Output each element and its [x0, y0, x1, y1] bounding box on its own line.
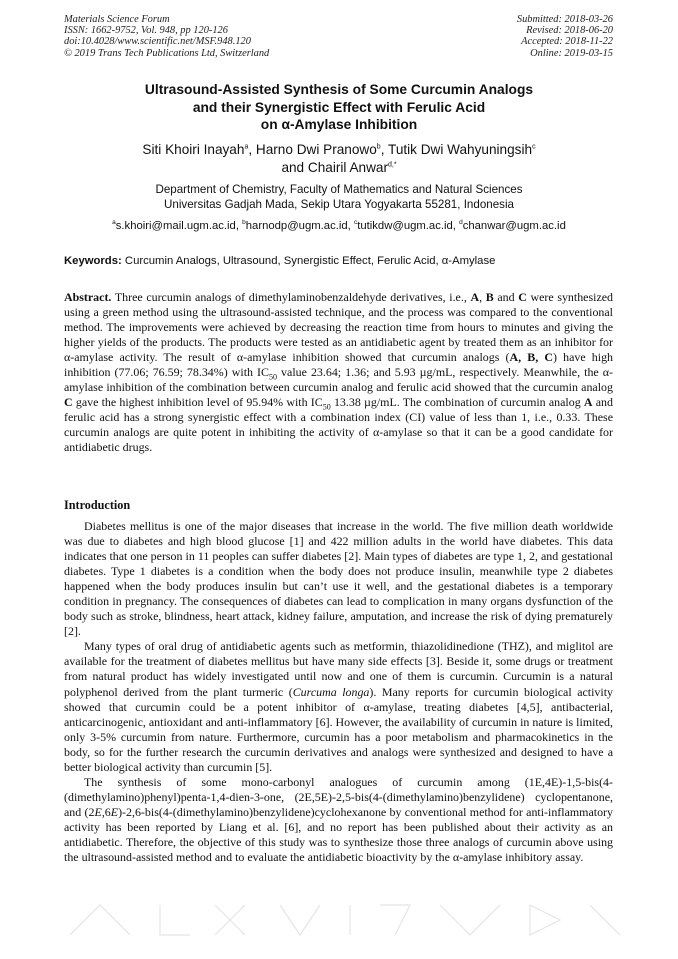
affiliation-line-2: Universitas Gadjah Mada, Sekip Utara Yogyakarta 55281, Indonesia: [164, 198, 514, 211]
accepted-date: Accepted: 2018-11-22: [521, 36, 613, 48]
abstract-text: and ferulic acid has a strong synergistic effect with a combination index (CI) value of less than 1, i.e., 0.33. These curcumin analogs are quite potent in inhibiting the activity of α-amylase so that it can be a good candidate for antidiabetic drugs.: [64, 395, 613, 455]
compound-label: A: [470, 290, 480, 304]
paragraph-text: The synthesis of some mono-carbonyl analogues of curcumin among (1E,4E)-1,5-bis(4-(dimethylamino)phenyl)penta-1,4-dien-3-one, (2E,5E)-2,5-bis(4-(dimethylamino)benzylidene) cyclopentanone, and (2: [64, 774, 613, 819]
stereo-descriptor: E: [94, 804, 102, 819]
affiliation-line-1: Department of Chemistry, Faculty of Mathematics and Natural Sciences: [155, 183, 523, 196]
abstract-text: ,: [479, 290, 483, 304]
submitted-date: Submitted: 2018-03-26: [516, 14, 613, 25]
email-link[interactable]: s.khoiri@mail.ugm.ac.id,: [115, 220, 239, 232]
author-affil-mark: c: [532, 143, 536, 151]
keywords-text: Curcumin Analogs, Ultrasound, Synergistic Effect, Ferulic Acid, α-Amylase: [124, 255, 496, 267]
introduction-body: [64, 519, 613, 865]
abstract-label: Abstract.: [64, 290, 112, 304]
abstract: [64, 290, 613, 456]
abstract-text: value 23.64; 1.36; and 5.93 µg/mL, respectively. Meanwhile, the α-amylase inhibition of the combination between curcumin analog and ferulic acid showed that the curcumin analog: [64, 365, 614, 395]
issn-line: ISSN: 1662-9752, Vol. 948, pp 120-126: [64, 25, 228, 37]
author-name: Tutik Dwi Wahyuningsih: [388, 142, 533, 157]
author-affil-mark: b: [376, 143, 381, 151]
author-emails: [60, 219, 618, 233]
author-list: Siti Khoiri Inayah$^a$, Harno Dwi Pranowo$^b$, Tutik Dwi Wahyuningsih$^c$ and Chairil Anwar$^{d,*}$: [142, 142, 536, 175]
email-mark: d: [459, 219, 463, 227]
paragraph-text: ,6: [101, 804, 111, 819]
paragraph: Diabetes mellitus is one of the major diseases that increase in the world. The five million death worldwide was due to diabetes and high blood glucose [1] and 422 million adults in the world have diabetes. This data indicates that one person in 11 peoples can suffer diabetes [2]. Main types of diabetes are type 1, 2, and gestational diabetes. Type 1 diabetes is a condition when the body does not produce insulin, meanwhile type 2 diabetes happened when the body produces insulin but can’t use it well, and the gestational diabetes is a temporary condition in pregnancy. The consequences of diabetes can lead to complication in many organs dysfunction of the body such as stroke, blindness, heart attack, kidney failure, amputation, and increase the risk of dying prematurely [2].: [64, 519, 613, 639]
compound-label: B: [485, 290, 494, 304]
compound-label: C: [518, 290, 527, 304]
paragraph: [64, 775, 613, 865]
author-name: Harno Dwi Pranowo: [255, 142, 377, 157]
abstract-text: gave the highest inhibition level of 95.94% with IC: [75, 395, 323, 410]
journal-name: Materials Science Forum: [64, 14, 170, 25]
author-name: Siti Khoiri Inayah: [142, 142, 245, 157]
abstract-text: Three curcumin analogs of dimethylaminobenzaldehyde derivatives, i.e.,: [114, 290, 467, 304]
author-affil-mark: a: [244, 143, 249, 151]
paper-title: [60, 81, 618, 134]
revised-date: Revised: 2018-06-20: [526, 25, 613, 37]
affiliation: [60, 182, 618, 212]
title-line-3: on α-Amylase Inhibition: [260, 117, 418, 132]
title-line-1: Ultrasound-Assisted Synthesis of Some Curcumin Analogs: [144, 82, 534, 97]
keywords-label: Keywords:: [64, 255, 122, 267]
paragraph-text: Many types of oral drug of antidiabetic agents such as metformin, thiazolidinedione (THZ), and miglitol are available for the treatment of diabetes mellitus but have many side effects [3]. Beside it, some drugs or treatment from natural product has widely investigated until now and one of them is curcumin. Curcumin is a natural polyphenol derived from the plant turmeric (: [64, 639, 613, 699]
compound-label: A: [583, 395, 593, 410]
species-name: Curcuma longa: [292, 684, 370, 699]
journal-info: [64, 14, 269, 59]
email-mark: b: [242, 219, 246, 227]
subscript: 50: [322, 402, 331, 412]
paragraph: [64, 639, 613, 774]
paragraph-text: )-2,6-bis(4-(dimethylamino)benzylidene)cyclohexanone by conventional method for anti-inflammatory activity has been reported by Liang et al. [6], and no report has been published about their activity as an antidiabetic. Therefore, the objective of this study was to synthesize those three analogs of curcumin above using the ultrasound-assisted method and to evaluate the antidiabetic bioactivity by the α-amylase inhibitory assay.: [64, 804, 613, 865]
subscript: 50: [268, 372, 277, 382]
copyright-line: © 2019 Trans Tech Publications Ltd, Switzerland: [64, 47, 270, 59]
doi-line: doi:10.4028/www.scientific.net/MSF.948.120: [64, 36, 251, 48]
title-line-2: and their Synergistic Effect with Ferulic Acid: [192, 99, 486, 115]
section-heading: Introduction: [64, 498, 131, 512]
author-affil-mark: d,*: [388, 161, 397, 169]
abstract-text: were synthesized using a green method using the ultrasound-assisted technique, and the process was compared to the conventional method. The improvements were achieved by decreasing the reaction time from hours to minutes and giving the higher yields of the products. The products were tested as an antidiabetic agent by treated them as an inhibitor for α-amylase activity. The result of α-amylase inhibition showed that curcumin analogs (: [64, 290, 614, 365]
abstract-text: 13.38 µg/mL. The combination of curcumin analog: [333, 395, 581, 410]
email-link[interactable]: harnodp@ugm.ac.id,: [245, 220, 351, 232]
email-link[interactable]: chanwar@ugm.ac.id: [462, 220, 566, 232]
compound-label: C: [64, 395, 73, 410]
email-mark: a: [112, 219, 116, 227]
compound-label: A, B, C: [509, 350, 553, 365]
author-name: Chairil Anwar: [307, 160, 388, 175]
online-date: Online: 2019-03-15: [530, 47, 613, 59]
paragraph-text: ). Many reports for curcumin biological activity showed that curcumin could be a potent inhibitor of α-amylase, treating diabetes [4,5], antibacterial, anticarcinogenic, antioxidant and anti-inflammatory [6]. However, the availability of curcumin in nature is limited, only 3-5% curcumin from nature. Furthermore, curcumin has a poor metabolism and pharmacokinetics in the body, so for the further research the curcumin derivatives and analogs were synthesized and designed to have a better biological activity than curcumin [5].: [64, 684, 613, 774]
author-conjunction: and: [281, 160, 305, 175]
abstract-text: and: [497, 290, 515, 304]
email-link[interactable]: tutikdw@ugm.ac.id,: [357, 220, 456, 232]
keywords: [64, 254, 624, 268]
stereo-descriptor: E: [110, 804, 119, 819]
email-mark: c: [353, 219, 358, 227]
publication-dates: [517, 14, 613, 59]
abstract-text: ) have high inhibition (77.06; 76.59; 78.34%) with IC: [64, 350, 614, 380]
